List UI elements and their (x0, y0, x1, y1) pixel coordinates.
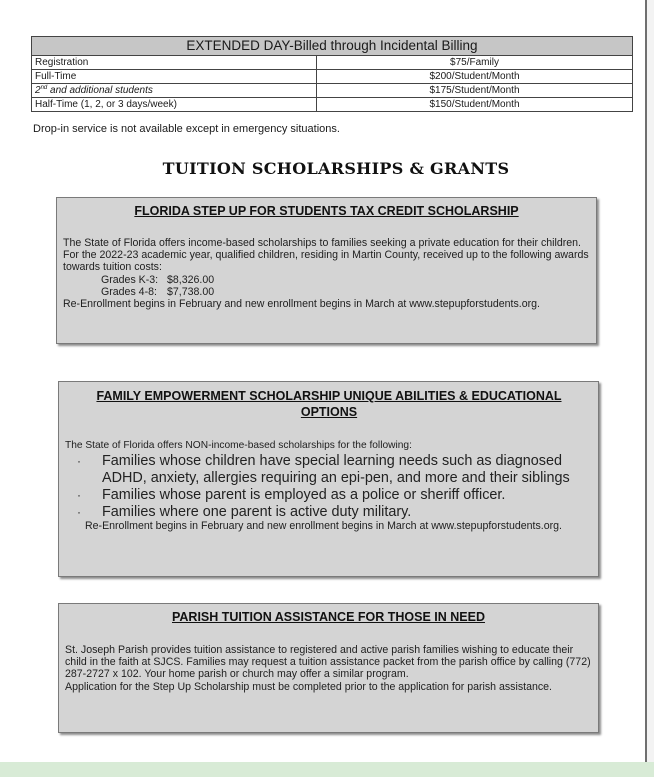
fes-bullet-list (77, 453, 597, 521)
billing-row-label: Full-Time (32, 70, 317, 84)
table-row (32, 98, 633, 112)
step-up-title: FLORIDA STEP UP FOR STUDENTS TAX CREDIT SCHOLARSHIP (134, 204, 519, 218)
ordinal-suffix: nd (40, 85, 48, 91)
grade-amount: $7,738.00 (167, 285, 215, 298)
fes-reenroll: Re-Enrollment begins in February and new enrollment begins in March at www.stepupforstudents.org. (85, 520, 562, 532)
parish-paragraph: St. Joseph Parish provides tuition assistance to registered and active parish families wishing to educate their child in the faith at SJCS. Families may request a tuition assistance packet from the parish office by calling (772) 287-2727 x 102. Your home parish or church may offer a similar program. (65, 644, 591, 681)
bullet-icon: · (77, 505, 81, 519)
list-item (77, 453, 597, 487)
bullet-text: Families whose parent is employed as a police or sheriff officer. (102, 487, 506, 503)
step-up-scholarship-box (56, 197, 597, 344)
bullet-text: Families whose children have special learning needs such as diagnosed ADHD, anxiety, allergies requiring an epi-pen, and more and their siblings (102, 453, 570, 486)
billing-row-value: $150/Student/Month (317, 98, 633, 112)
bullet-text: Families where one parent is active duty military. (102, 504, 412, 520)
billing-table-title: EXTENDED DAY-Billed through Incidental Billing (32, 37, 633, 56)
family-empowerment-scholarship-box (58, 381, 599, 577)
billing-row-value: $75/Family (317, 56, 633, 70)
fes-intro: The State of Florida offers NON-income-based scholarships for the following: (65, 440, 412, 451)
table-row (32, 70, 633, 84)
billing-row-value: $175/Student/Month (317, 84, 633, 98)
extended-day-billing-table (31, 36, 633, 112)
bullet-icon: · (77, 454, 81, 468)
parish-tuition-assistance-box (58, 603, 599, 733)
section-heading: TUITION SCHOLARSHIPS & GRANTS (162, 159, 510, 178)
bottom-strip (0, 762, 654, 777)
grade-award-row (63, 274, 593, 286)
step-up-intro: The State of Florida offers income-based scholarships to families seeking a private education for their children. For the 2022-23 academic year, qualified children, residing in Martin County, received up to the following awards towards tuition costs: (63, 237, 589, 274)
billing-row-label: Registration (32, 56, 317, 70)
table-row (32, 56, 633, 70)
table-row (32, 84, 633, 98)
parish-paragraph: Application for the Step Up Scholarship must be completed prior to the application for parish assistance. (65, 680, 552, 693)
billing-row-label (32, 84, 317, 98)
list-item (77, 487, 597, 504)
drop-in-note: Drop-in service is not available except in emergency situations. (33, 123, 340, 135)
grade-label: Grades 4-8: (101, 285, 157, 298)
billing-row-label: Half-Time (1, 2, or 3 days/week) (32, 98, 317, 112)
grade-label: Grades K-3: (101, 273, 159, 286)
page-margin (647, 0, 654, 762)
list-item (77, 504, 597, 521)
step-up-reenroll: Re-Enrollment begins in February and new enrollment begins in March at www.stepupforstudents.org. (63, 298, 540, 311)
billing-row-value: $200/Student/Month (317, 70, 633, 84)
page-edge-line (645, 0, 647, 762)
bullet-icon: · (77, 488, 81, 502)
parish-body (65, 644, 595, 693)
billing-row-label-text: and additional students (47, 85, 153, 96)
step-up-body (63, 237, 593, 310)
grade-amount: $8,326.00 (167, 273, 215, 286)
fes-title: FAMILY EMPOWERMENT SCHOLARSHIP UNIQUE ABILITIES & EDUCATIONAL OPTIONS (96, 389, 562, 419)
grade-award-row (63, 286, 593, 298)
ordinal-number: 2 (35, 85, 41, 96)
parish-title: PARISH TUITION ASSISTANCE FOR THOSE IN NEED (172, 610, 485, 624)
